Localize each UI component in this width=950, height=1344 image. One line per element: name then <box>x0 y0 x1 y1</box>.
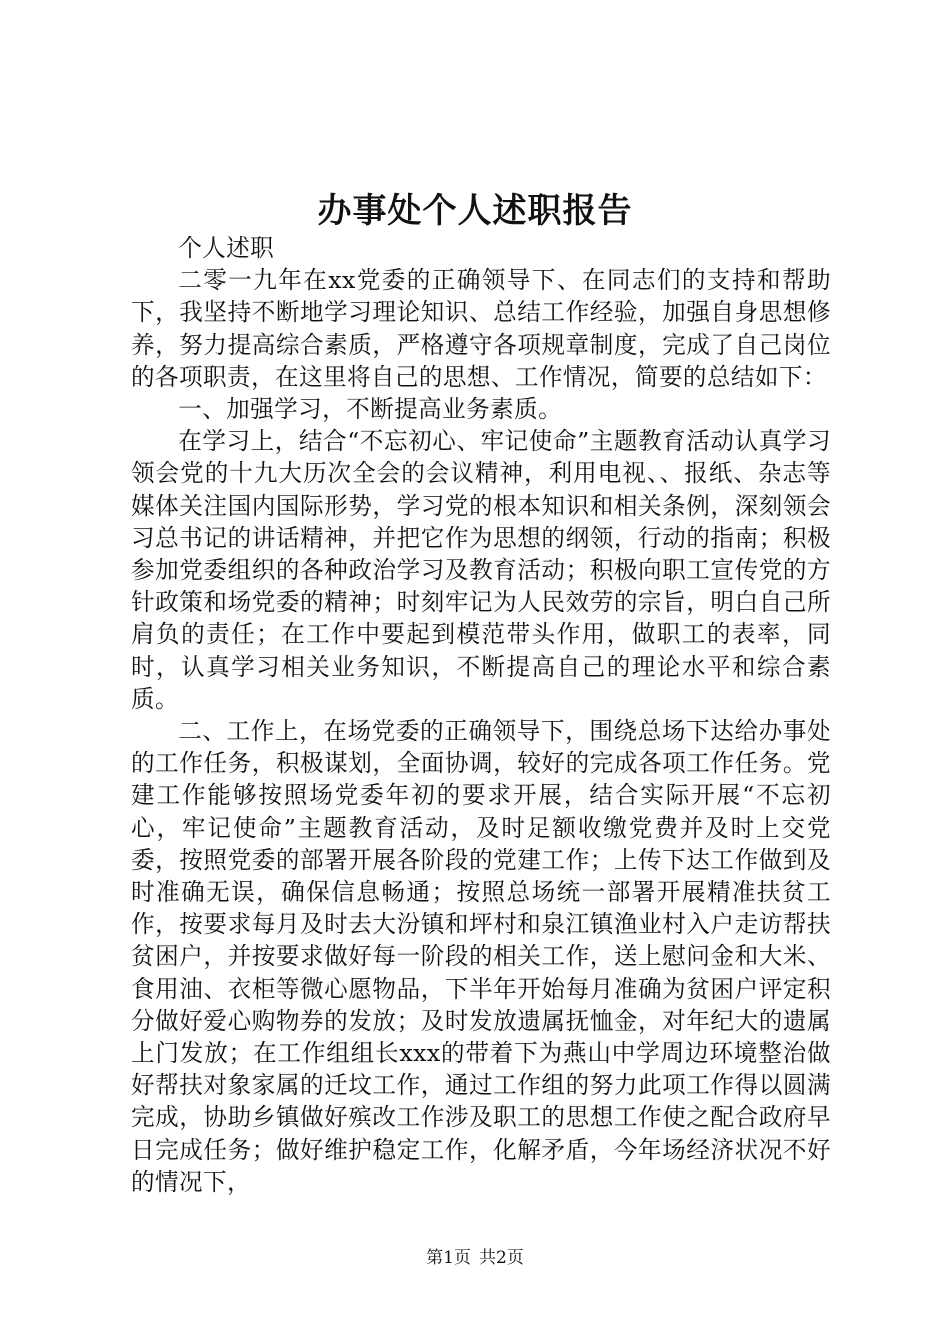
paragraph-section-2-body: 二、工作上，在场党委的正确领导下，围绕总场下达给办事处的工作任务，积极谋划，全面协调，较好的完成各项工作任务。党建工作能够按照场党委年初的要求开展，结合实际开展“不忘初心，牢记使命”主题教育活动，及时足额收缴党费并及时上交党委，按照党委的部署开展各阶段的党建工作；上传下达工作做到及时准确无误，确保信息畅通；按照总场统一部署开展精准扶贫工作，按要求每月及时去大汾镇和坪村和泉江镇渔业村入户走访帮扶贫困户，并按要求做好每一阶段的相关工作，送上慰问金和大米、食用油、衣柜等微心愿物品，下半年开始每月准确为贫困户评定积分做好爱心购物券的发放；及时发放遗属抚恤金，对年纪大的遗属上门发放；在工作组组长xxx的带着下为燕山中学周边环境整治做好帮扶对象家属的迁坟工作，通过工作组的努力此项工作得以圆满完成，协助乡镇做好殡改工作涉及职工的思想工作使之配合政府早日完成任务；做好维护稳定工作，化解矛盾，今年场经济状况不好的情况下， <box>131 717 831 1196</box>
page-footer <box>0 1243 950 1268</box>
document-title: 办事处个人述职报告 <box>317 191 633 231</box>
paragraph-section-1-body: 在学习上，结合“不忘初心、牢记使命”主题教育活动认真学习领会党的十九大历次全会的会议精神，利用电视、、报纸、杂志等媒体关注国内国际形势，学习党的根本知识和相关条例，深刻领会习总书记的讲话精神，并把它作为思想的纲领，行动的指南；积极参加党委组织的各种政治学习及教育活动；积极向职工宣传党的方针政策和场党委的精神；时刻牢记为人民效劳的宗旨，明白自己所肩负的责任；在工作中要起到模范带头作用，做职工的表率，同时，认真学习相关业务知识，不断提高自己的理论水平和综合素质。 <box>131 427 831 713</box>
paragraph-heading: 个人述职 <box>178 234 275 262</box>
page-total: 共2页 <box>479 1248 524 1268</box>
document-body <box>131 232 831 1198</box>
paragraph-intro: 二零一九年在xx党委的正确领导下、在同志们的支持和帮助下，我坚持不断地学习理论知识、总结工作经验，加强自身思想修养，努力提高综合素质，严格遵守各项规章制度，完成了自己岗位的各项职责，在这里将自己的思想、工作情况，简要的总结如下： <box>131 266 831 391</box>
page-number: 第1页 <box>426 1248 471 1268</box>
paragraph-section-1-heading: 一、加强学习，不断提高业务素质。 <box>178 395 563 424</box>
